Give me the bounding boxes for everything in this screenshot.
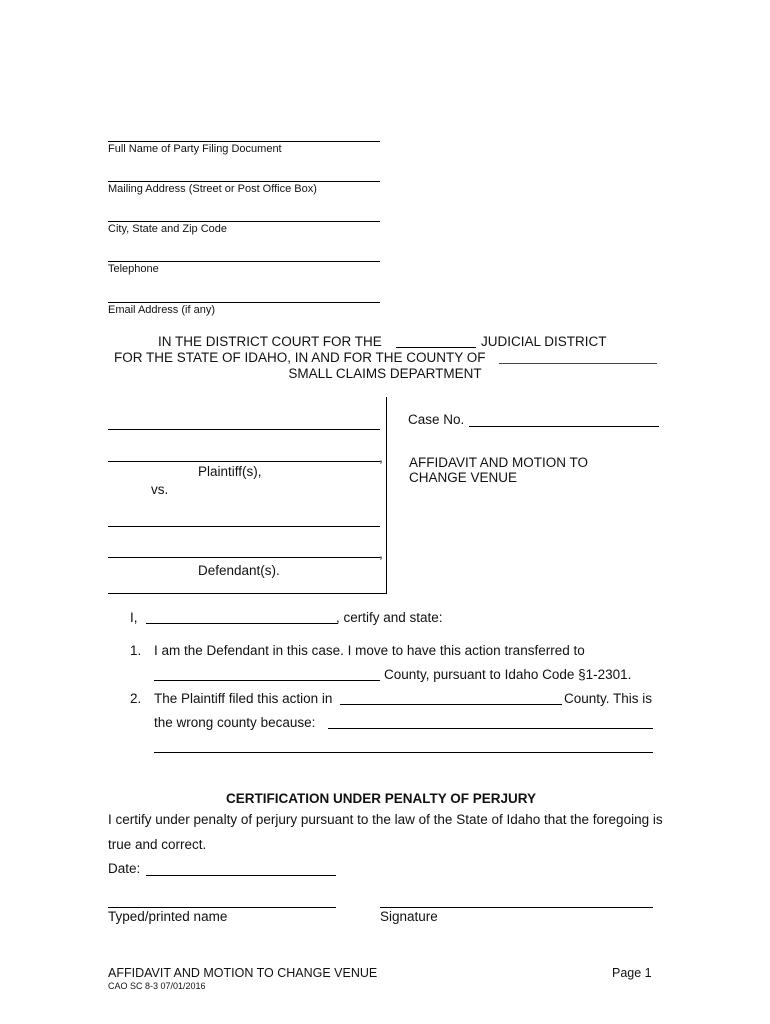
mailing-address-label: Mailing Address (Street or Post Office Box) [108,183,317,195]
affiant-name-field[interactable] [146,623,338,624]
vs-label: vs. [151,482,169,497]
item1-text: I am the Defendant in this case. I move to have this action transferred to [154,643,585,658]
typed-name-field[interactable] [108,907,336,908]
plaintiff-label: Plaintiff(s), [198,464,262,479]
mailing-address-field[interactable] [108,181,380,182]
signature-field[interactable] [380,907,653,908]
case-no-label: Case No. [408,412,465,427]
plaintiff-line-1[interactable] [108,429,380,430]
full-name-field[interactable] [108,141,380,142]
i-label: I, [130,610,138,625]
telephone-field[interactable] [108,261,380,262]
defendant-line-2[interactable] [108,557,380,558]
footer-page-number: Page 1 [612,966,652,980]
footer-form-code: CAO SC 8-3 07/01/2016 [108,981,206,991]
transfer-county-field[interactable] [154,680,380,681]
court-line3: SMALL CLAIMS DEPARTMENT [288,366,482,381]
city-state-zip-label: City, State and Zip Code [108,223,228,235]
case-no-field[interactable] [469,426,659,427]
footer-title: AFFIDAVIT AND MOTION TO CHANGE VENUE [108,966,378,980]
city-state-zip-field[interactable] [108,221,380,222]
plaintiff-line-2[interactable] [108,461,380,462]
defendant-line-1[interactable] [108,526,380,527]
typed-name-label: Typed/printed name [108,909,228,924]
judicial-district-field[interactable] [396,347,476,348]
court-line1-b: JUDICIAL DISTRICT [481,334,607,349]
date-field[interactable] [146,875,336,876]
document-title-line2: CHANGE VENUE [409,470,518,485]
court-line2: FOR THE STATE OF IDAHO, IN AND FOR THE COUNTY OF [114,350,486,365]
filed-county-field[interactable] [340,704,562,705]
county-of-field[interactable] [499,363,657,364]
item2-number: 2. [130,691,142,706]
email-label: Email Address (if any) [108,304,215,316]
signature-label: Signature [380,909,438,924]
item1-number: 1. [130,643,142,658]
defendant-comma: , [379,546,383,561]
caption-divider [386,397,387,594]
certification-text-2: true and correct. [108,837,207,852]
item2-continuation: County. This is [564,691,653,706]
certification-heading: CERTIFICATION UNDER PENALTY OF PERJURY [226,791,537,806]
reason-field-1[interactable] [328,728,653,729]
reason-field-2[interactable] [154,752,653,753]
document-title-line1: AFFIDAVIT AND MOTION TO [409,455,589,470]
email-field[interactable] [108,302,380,303]
certify-text: , certify and state: [336,610,443,625]
telephone-label: Telephone [108,263,159,275]
date-label: Date: [108,861,141,876]
court-line1-a: IN THE DISTRICT COURT FOR THE [158,334,382,349]
item2-text: The Plaintiff filed this action in [154,691,333,706]
plaintiff-comma: , [379,450,383,465]
item2-line2: the wrong county because: [154,715,316,730]
caption-bottom-rule [108,593,386,594]
defendant-label: Defendant(s). [198,563,280,578]
full-name-label: Full Name of Party Filing Document [108,143,282,155]
certification-text-1: I certify under penalty of perjury pursuant to the law of the State of Idaho that the foregoing is [108,812,663,827]
item1-continuation: County, pursuant to Idaho Code §1-2301. [384,667,632,682]
